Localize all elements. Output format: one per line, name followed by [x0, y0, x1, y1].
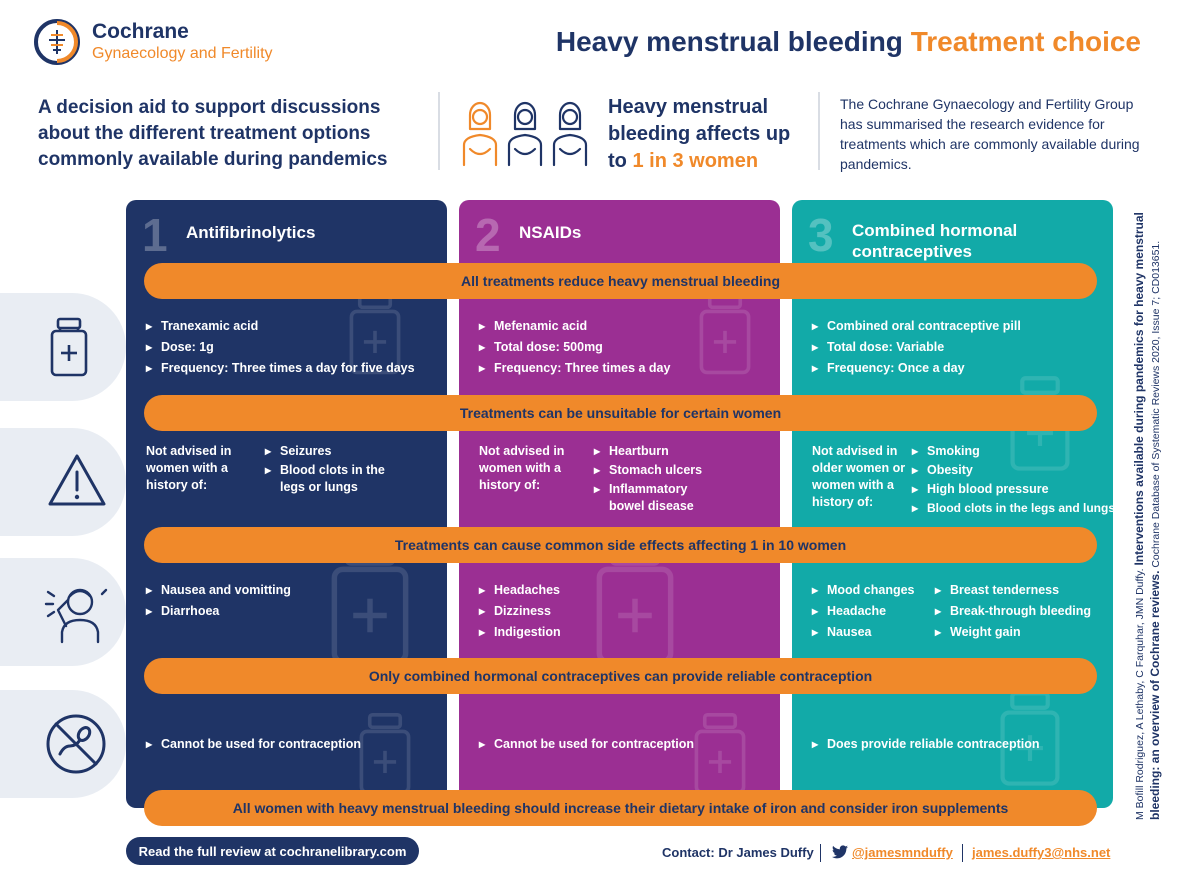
list-item: ▸ Break-through bleeding [935, 601, 1091, 622]
column-number: 2 [475, 209, 501, 261]
list-item: ▸ Stomach ulcers [594, 462, 764, 479]
citation-title: Interventions available during pandemics for heavy menstrual bleeding: an overview of Cochrane reviews. [1132, 212, 1162, 820]
list-item: ▸ Inflammatory bowel disease [594, 481, 719, 515]
citation [1132, 190, 1164, 820]
unsuitable-lead: Not advised in older women or women with a history of: [812, 444, 906, 509]
twitter-link[interactable]: @jamesmnduffy [852, 845, 953, 860]
list-item: ▸ Obesity [912, 462, 1107, 479]
list-item: ▸ Smoking [912, 443, 1107, 460]
side-effects-list [479, 580, 561, 643]
cochrane-logo-icon [34, 19, 80, 65]
band-reduce: All treatments reduce heavy menstrual bleeding [144, 263, 1097, 299]
twitter-icon [832, 845, 848, 859]
medicine-bottle-icon [48, 317, 90, 379]
unsuitable-lead: Not advised in women with a history of: [479, 444, 565, 492]
title-part2: Treatment choice [910, 26, 1141, 57]
band-side-effects: Treatments can cause common side effects affecting 1 in 10 women [144, 527, 1097, 563]
unsuitable-lead: Not advised in women with a history of: [146, 444, 232, 492]
list-item: ▸ Blood clots in the legs and lungs [912, 500, 1107, 517]
list-item: ▸ Mood changes [812, 580, 915, 601]
dosage-icon-tab [0, 293, 126, 401]
side-effects-icon-tab [0, 558, 126, 666]
divider [818, 92, 820, 170]
list-item: ▸ Indigestion [479, 622, 561, 643]
list-item: ▸ Does provide reliable contraception [812, 734, 1040, 755]
ghost-bottle-icon [355, 712, 415, 798]
column-title: Antifibrinolytics [186, 223, 316, 242]
dosage-list [479, 316, 670, 379]
brand-group: Gynaecology and Fertility [92, 45, 273, 62]
dosage-list [146, 316, 415, 379]
list-item: ▸ Total dose: Variable [812, 337, 1021, 358]
unsuitable-list [912, 443, 1116, 517]
headache-icon [44, 580, 110, 644]
list-item: ▸ Nausea and vomitting [146, 580, 291, 601]
page-title [556, 26, 1141, 58]
list-item: ▸ Headaches [479, 580, 561, 601]
list-item: ▸ Dizziness [479, 601, 561, 622]
list-item: ▸ Frequency: Three times a day for five days [146, 358, 415, 379]
list-item: ▸ Nausea [812, 622, 915, 643]
affects-highlight: 1 in 3 women [632, 150, 759, 172]
side-effects-list [935, 580, 1091, 643]
unsuitable-list [265, 443, 435, 496]
contact-text: Contact: Dr James Duffy [662, 845, 814, 860]
divider [438, 92, 440, 170]
no-sperm-icon [44, 712, 108, 776]
list-item: ▸ Dose: 1g [146, 337, 415, 358]
email-link[interactable]: james.duffy3@nhs.net [972, 845, 1111, 860]
read-review-button[interactable]: Read the full review at cochranelibrary.com [126, 837, 419, 865]
column-number: 1 [142, 209, 168, 261]
side-effects-list [146, 580, 291, 622]
list-item: ▸ High blood pressure [912, 481, 1107, 498]
list-item: ▸ Mefenamic acid [479, 316, 670, 337]
list-item: ▸ Cannot be used for contraception [146, 734, 361, 755]
list-item: ▸ Frequency: Once a day [812, 358, 1021, 379]
list-item: ▸ Seizures [265, 443, 435, 460]
dosage-list [812, 316, 1021, 379]
summary-text: The Cochrane Gynaecology and Fertility Group has summarised the research evidence for treatments which are commonly available during pandemics. [840, 96, 1140, 172]
list-item: ▸ Frequency: Three times a day [479, 358, 670, 379]
brand-name: Cochrane [92, 20, 189, 43]
affects-text [608, 94, 808, 175]
divider [820, 844, 821, 862]
contraception-item [479, 734, 694, 755]
title-part1: Heavy menstrual bleeding [555, 26, 903, 57]
band-contraception: Only combined hormonal contraceptives can provide reliable contraception [144, 658, 1097, 694]
citation-authors: M Bofill Rodriguez, A Lethaby, C Farquhar, JMN Duffy. [1134, 568, 1146, 820]
list-item: ▸ Diarrhoea [146, 601, 291, 622]
list-item: ▸ Heartburn [594, 443, 764, 460]
column-title: Combined hormonal contraceptives [852, 221, 1018, 261]
unsuitable-list [594, 443, 764, 515]
women-icon [458, 95, 598, 169]
ghost-bottle-icon [690, 712, 750, 798]
list-item: ▸ Cannot be used for contraception [479, 734, 694, 755]
list-item: ▸ Total dose: 500mg [479, 337, 670, 358]
column-number: 3 [808, 209, 834, 261]
list-item: ▸ Headache [812, 601, 915, 622]
contraception-icon-tab [0, 690, 126, 798]
list-item: ▸ Breast tenderness [935, 580, 1091, 601]
band-iron: All women with heavy menstrual bleeding should increase their dietary intake of iron and consider iron supplements [144, 790, 1097, 826]
list-item: ▸ Blood clots in the legs or lungs [265, 462, 410, 496]
divider [962, 844, 963, 862]
warning-icon [46, 452, 108, 508]
warning-icon-tab [0, 428, 126, 536]
list-item: ▸ Tranexamic acid [146, 316, 415, 337]
decision-aid-text: A decision aid to support discussions about the different treatment options commonly available during pandemics [38, 97, 388, 170]
contraception-item [146, 734, 361, 755]
citation-source: Cochrane Database of Systematic Reviews 2020, Issue 7; CD013651. [1150, 240, 1162, 568]
affects-prefix: Heavy menstrual bleeding affects up to [608, 96, 791, 172]
column-title: NSAIDs [519, 223, 582, 242]
band-unsuitable: Treatments can be unsuitable for certain women [144, 395, 1097, 431]
ghost-bottle-icon [695, 292, 755, 378]
list-item: ▸ Combined oral contraceptive pill [812, 316, 1021, 337]
list-item: ▸ Weight gain [935, 622, 1091, 643]
contraception-item [812, 734, 1040, 755]
side-effects-list [812, 580, 915, 643]
